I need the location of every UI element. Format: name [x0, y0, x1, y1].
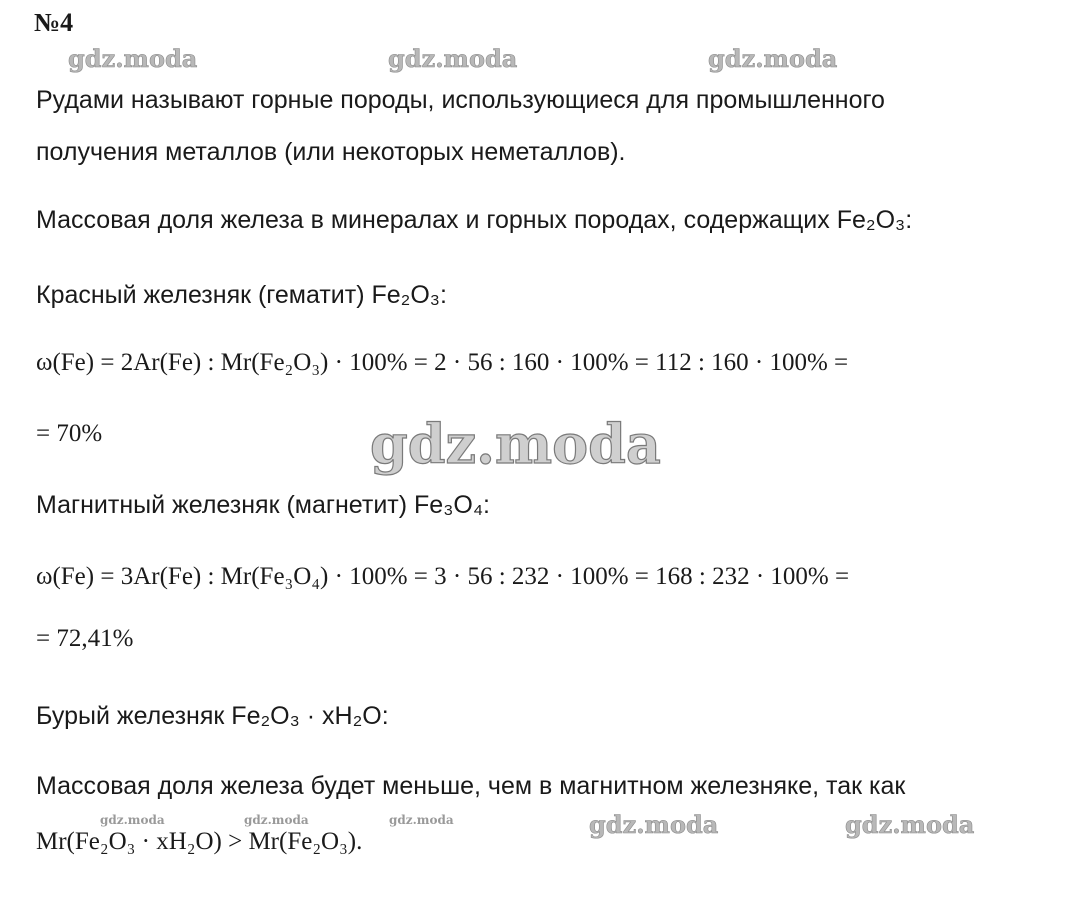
magnetite-name: Магнитный железняк (магнетит) — [36, 491, 415, 519]
intro-text: Массовая доля железа в минералах и горных породах, содержащих — [36, 206, 837, 234]
watermark: gdz.moda — [845, 810, 975, 839]
hematite-formula: Fe₂O₃: — [371, 281, 447, 309]
watermark: gdz.moda — [68, 44, 198, 73]
magnetite-calc-line-2: = 72,41% — [36, 625, 134, 652]
watermark: gdz.moda — [100, 813, 165, 827]
watermark: gdz.moda — [708, 44, 838, 73]
hematite-calc-line-1: ω(Fe) = 2Ar(Fe) : Mr(Fe₂O₃) · 100% = 2 · 56 : 160 · 100% = 112 : 160 · 100% = — [36, 349, 849, 376]
hematite-name: Красный железняк (гематит) — [36, 281, 372, 309]
mass-fraction-intro — [36, 206, 912, 235]
limonite-formula: Fe₂O₃ · xH₂O: — [231, 702, 389, 730]
magnetite-calc-line-1: ω(Fe) = 3Ar(Fe) : Mr(Fe₃O₄) · 100% = 3 · 56 : 232 · 100% = 168 : 232 · 100% = — [36, 563, 850, 590]
watermark: gdz.moda — [388, 44, 518, 73]
magnetite-formula: Fe₃O₄: — [414, 491, 490, 519]
ore-definition-line-1: Рудами называют горные породы, использующиеся для промышленного — [36, 86, 885, 114]
watermark: gdz.moda — [370, 412, 661, 476]
conclusion-line-1: Массовая доля железа будет меньше, чем в магнитном железняке, так как — [36, 772, 906, 800]
ore-definition-line-2: получения металлов (или некоторых неметаллов). — [36, 138, 626, 166]
limonite-title — [36, 702, 389, 731]
watermark: gdz.moda — [589, 810, 719, 839]
limonite-name: Бурый железняк — [36, 702, 232, 730]
magnetite-title — [36, 491, 490, 520]
watermark: gdz.moda — [244, 813, 309, 827]
intro-formula: Fe₂O₃: — [836, 206, 913, 234]
conclusion-line-2: Mr(Fe₂O₃ · xH₂O) > Mr(Fe₂O₃). — [36, 828, 363, 855]
hematite-calc-line-2: = 70% — [36, 420, 103, 447]
problem-number: №4 — [34, 8, 74, 37]
watermark: gdz.moda — [389, 813, 454, 827]
hematite-title — [36, 281, 447, 310]
